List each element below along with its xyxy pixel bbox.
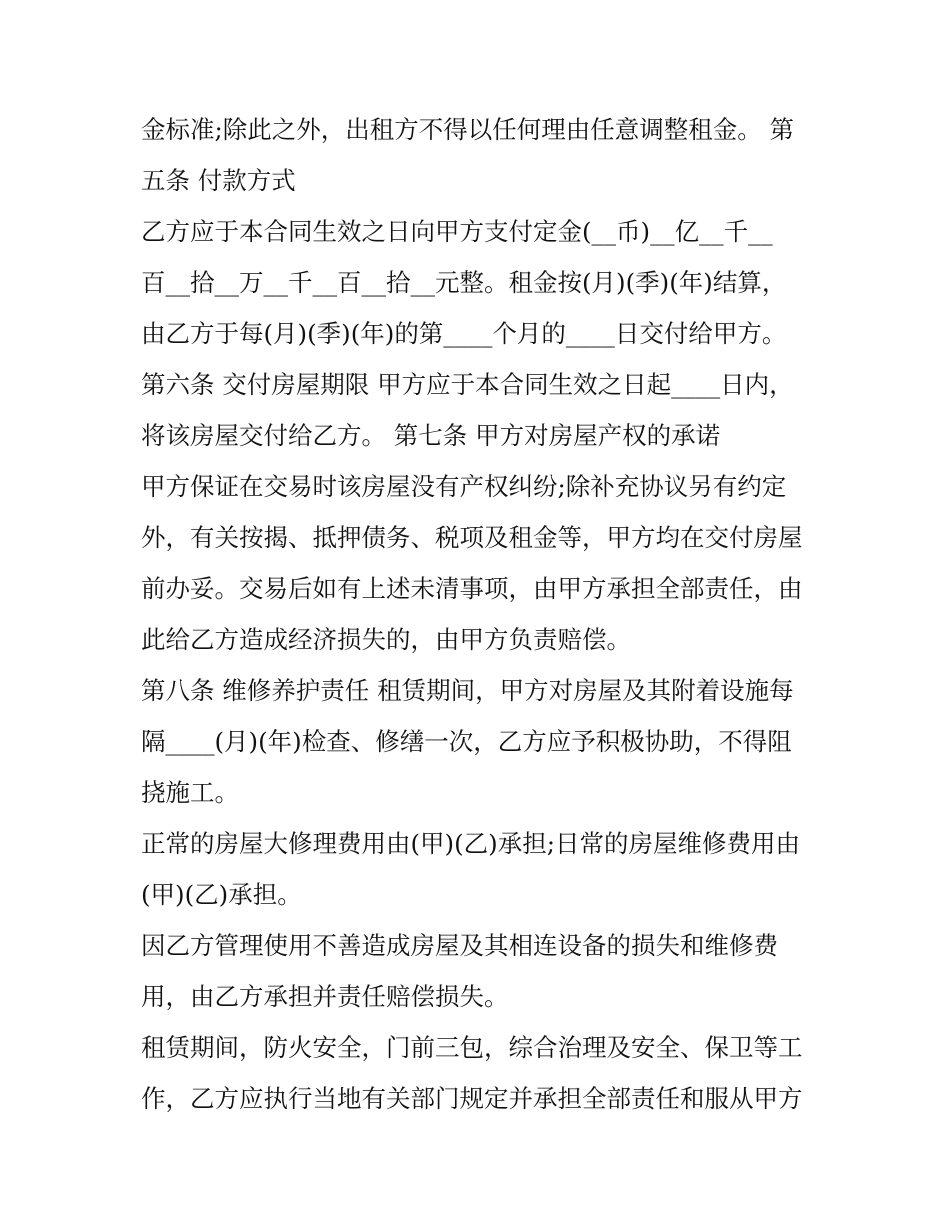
text-line-7: 将该房屋交付给乙方。 第七条 甲方对房屋产权的承诺 [141, 421, 721, 450]
text-line-19: 租赁期间，防火安全，门前三包，综合治理及安全、保卫等工 [141, 1033, 803, 1062]
text-line-18: 用，由乙方承担并责任赔偿损失。 [141, 982, 509, 1011]
text-line-1: 金标准;除此之外，出租方不得以任何理由任意调整租金。 第 [141, 115, 795, 144]
text-line-16: (甲)(乙)承担。 [141, 880, 302, 909]
text-line-10: 前办妥。交易后如有上述未清事项，由甲方承担全部责任，由 [141, 574, 803, 603]
text-line-15: 正常的房屋大修理费用由(甲)(乙)承担;日常的房屋维修费用由 [141, 829, 800, 858]
text-line-20: 作，乙方应执行当地有关部门规定并承担全部责任和服从甲方 [141, 1084, 803, 1113]
text-line-17: 因乙方管理使用不善造成房屋及其相连设备的损失和维修费 [141, 931, 778, 960]
text-line-2: 五条 付款方式 [141, 166, 296, 195]
text-line-3: 乙方应于本合同生效之日向甲方支付定金(__币)__亿__千__ [141, 217, 773, 246]
text-line-13: 隔____(月)(年)检查、修缮一次，乙方应予积极协助，不得阻 [141, 727, 792, 756]
text-line-11: 此给乙方造成经济损失的，由甲方负责赔偿。 [141, 625, 631, 654]
text-line-12: 第八条 维修养护责任 租赁期间，甲方对房屋及其附着设施每 [141, 676, 794, 705]
text-line-9: 外，有关按揭、抵押债务、税项及租金等，甲方均在交付房屋 [141, 523, 803, 552]
text-line-8: 甲方保证在交易时该房屋没有产权纠纷;除补充协议另有约定 [141, 472, 787, 501]
document-body [141, 104, 821, 1124]
text-line-5: 由乙方于每(月)(季)(年)的第____个月的____日交付给甲方。 [141, 319, 787, 348]
text-line-14: 挠施工。 [141, 778, 239, 807]
text-line-4: 百__拾__万__千__百__拾__元整。租金按(月)(季)(年)结算， [141, 268, 787, 297]
text-line-6: 第六条 交付房屋期限 甲方应于本合同生效之日起____日内， [141, 370, 794, 399]
